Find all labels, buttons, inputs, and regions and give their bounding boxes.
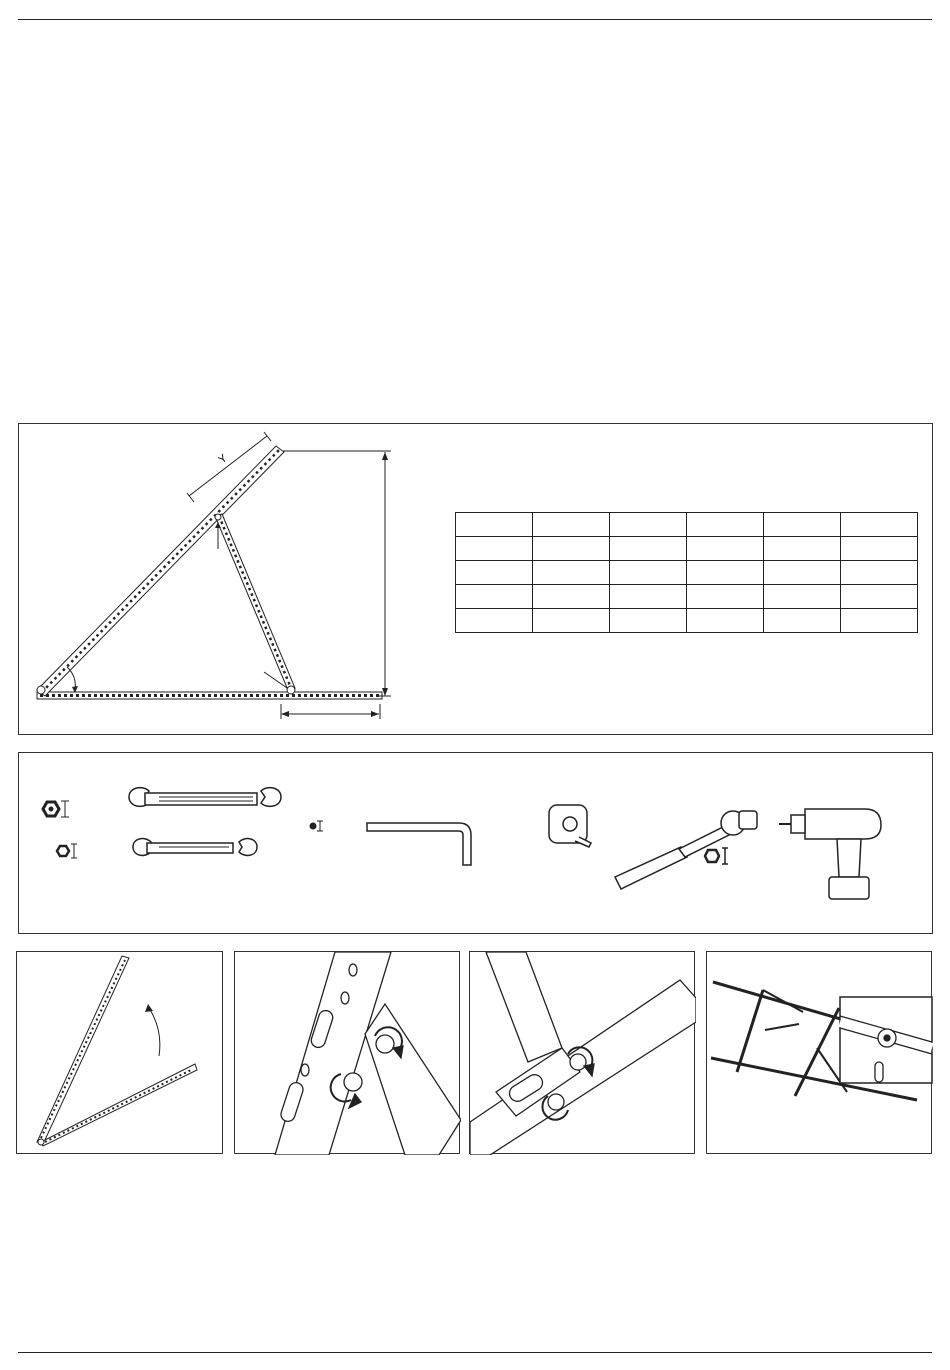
angle-table-cell — [841, 585, 918, 609]
angle-table-cell — [456, 585, 533, 609]
angle-table-cell — [456, 513, 533, 537]
support-strut — [215, 514, 295, 690]
angle-table-cell — [533, 585, 610, 609]
angle-table-cell — [687, 609, 764, 633]
angle-table-cell — [764, 585, 841, 609]
angle-table-cell — [533, 513, 610, 537]
double-open-end-wrench-icon — [129, 788, 281, 856]
angle-table-cell — [456, 561, 533, 585]
angle-table-cell — [764, 537, 841, 561]
socket-ratchet-icon — [615, 811, 757, 889]
top-hinge — [215, 514, 221, 520]
base-rail — [37, 692, 382, 699]
step-2-panel — [234, 951, 460, 1154]
angle-table-cell — [841, 513, 918, 537]
angle-table-cell — [456, 609, 533, 633]
slanted-rail — [37, 446, 284, 696]
angle-table-cell — [764, 609, 841, 633]
angle-table-row — [456, 537, 918, 561]
unfold-frame-icon — [17, 952, 224, 1155]
step-1-panel — [16, 951, 223, 1154]
bracket-tighten-icon — [470, 952, 696, 1155]
dimension-base — [281, 704, 380, 719]
angle-table-cell — [610, 561, 687, 585]
angle-table-cell — [687, 537, 764, 561]
step-4-panel — [706, 951, 932, 1154]
angle-table-cell — [610, 585, 687, 609]
angle-table-cell — [533, 561, 610, 585]
angle-table-cell — [610, 513, 687, 537]
hex-nut-size-icon — [43, 801, 77, 858]
allen-key-icon — [310, 821, 472, 865]
tape-measure-icon — [549, 805, 591, 847]
assembled-frames-icon — [707, 952, 933, 1155]
angle-table-row — [456, 609, 918, 633]
angle-table-cell — [533, 609, 610, 633]
angle-table-cell — [687, 513, 764, 537]
angle-table-cell — [764, 513, 841, 537]
dimension-height — [283, 451, 391, 696]
angle-table-row — [456, 513, 918, 537]
front-hinge — [37, 686, 45, 694]
angle-table-cell — [841, 537, 918, 561]
step-3-panel — [469, 951, 695, 1154]
frame-diagram-panel — [18, 423, 933, 735]
angle-table-cell — [687, 561, 764, 585]
angle-table-cell — [533, 537, 610, 561]
bolt-tighten-icon — [235, 952, 461, 1155]
angle-table-cell — [456, 537, 533, 561]
rear-hinge — [287, 686, 295, 694]
angle-table-cell — [841, 609, 918, 633]
bottom-rule — [18, 1352, 932, 1353]
angle-table — [455, 512, 918, 633]
angle-table-cell — [764, 561, 841, 585]
angle-table-cell — [841, 561, 918, 585]
top-rule — [18, 19, 932, 20]
angle-table-cell — [687, 585, 764, 609]
angle-table-row — [456, 585, 918, 609]
dimension-y-label: Y — [216, 452, 230, 467]
angle-table-cell — [610, 609, 687, 633]
angle-table-row — [456, 561, 918, 585]
cordless-drill-icon — [779, 809, 881, 899]
tools-panel — [18, 752, 933, 934]
angle-table-cell — [610, 537, 687, 561]
